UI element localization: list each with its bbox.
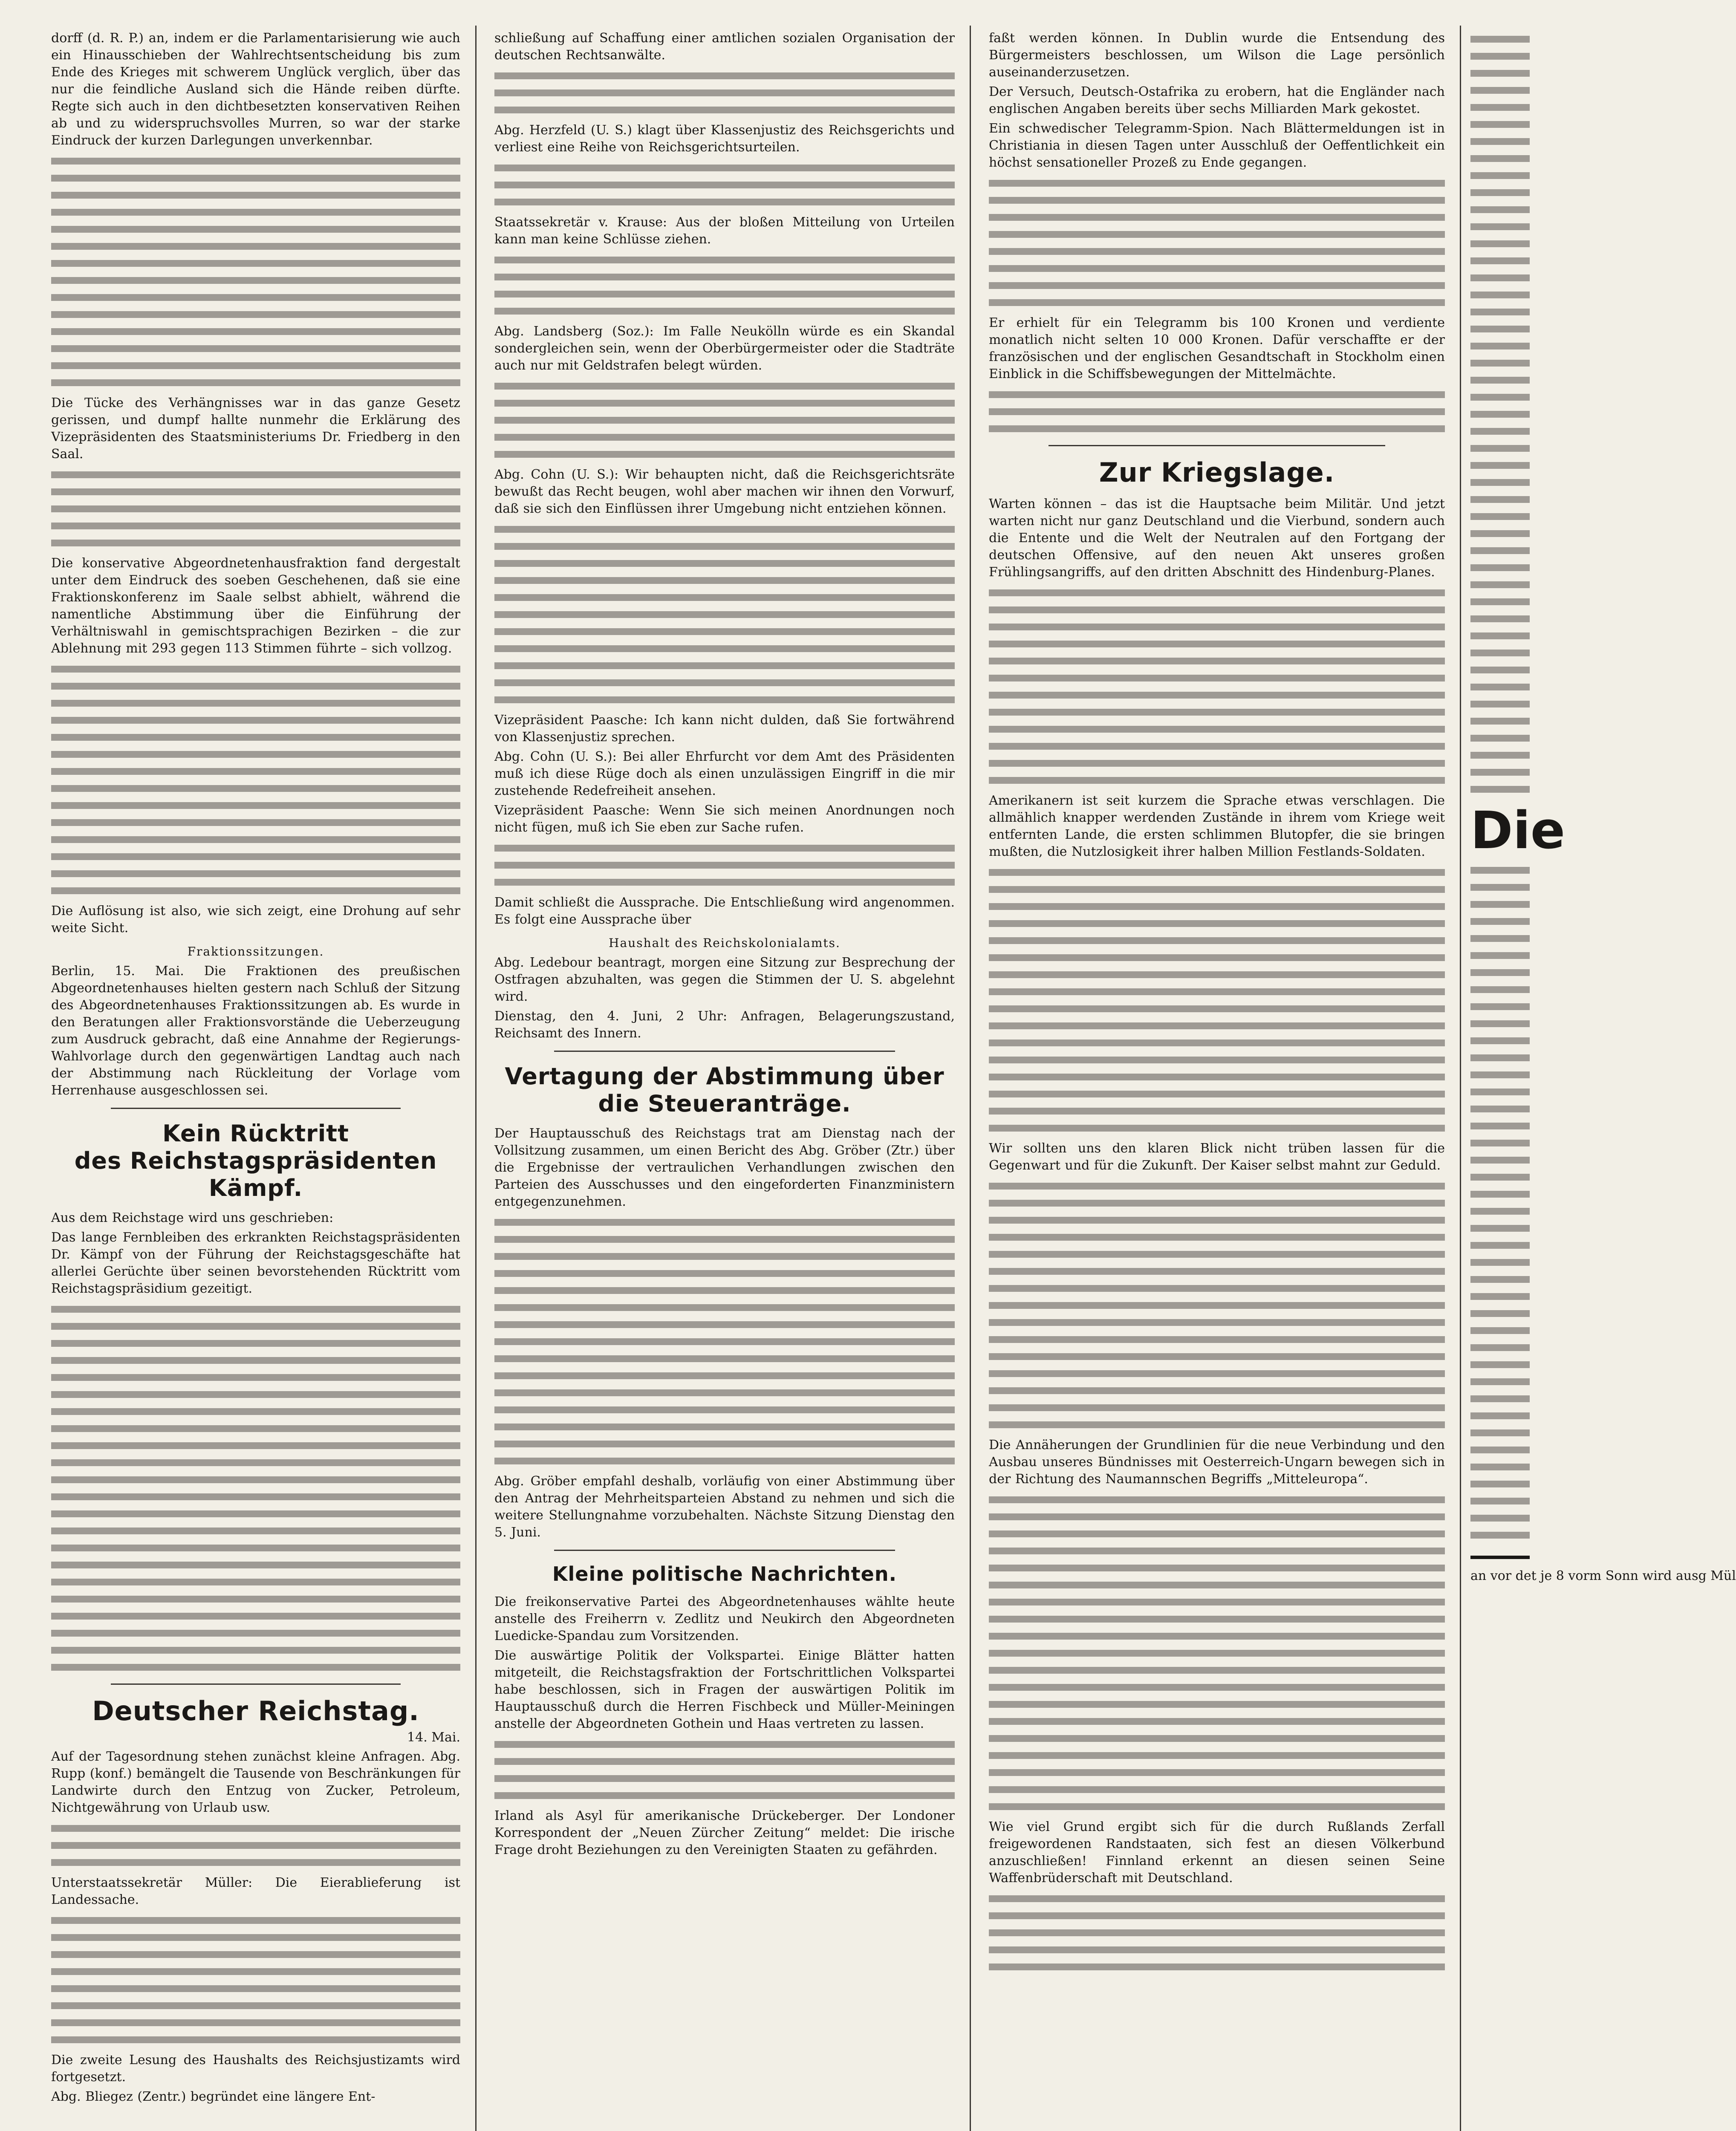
paragraph: Die Annäherungen der Grundlinien für die neue Verbindung und den Ausbau unseres Bündnisses mit Oesterreich-Ungarn bewegen sich in der Richtung des Naumannschen Begriffs „Mitteleuropa“. (989, 1438, 1445, 1487)
headline-line: des Reichstagspräsidenten Kämpf. (74, 1147, 437, 1201)
paragraph: Abg. Landsberg (Soz.): Im Falle Neukölln würde es ein Skandal sondergleichen sein, wenn der Oberbürgermeister oder die Stadträte auch nur mit Geldstrafen belegt würden. (494, 324, 955, 373)
divider (554, 1550, 895, 1551)
text-block (989, 1889, 1445, 1975)
divider (1049, 445, 1385, 446)
text-block (989, 1177, 1445, 1432)
headline: Zur Kriegslage. (1099, 457, 1335, 488)
text-block (989, 583, 1445, 788)
paragraph: Damit schließt die Aussprache. Die Entschließung wird angenommen. Es folgt eine Aussprache über (494, 895, 955, 927)
headline (51, 1120, 460, 1202)
section-subheading: Fraktionssitzungen. (187, 944, 324, 959)
section-subheading: Haushalt des Reichskolonialamts. (609, 936, 841, 950)
paragraph: Berlin, 15. Mai. Die Fraktionen des preußischen Abgeordnetenhauses hielten gestern nach Schluß der Sitzung des Abgeordnetenhauses Fraktionssitzungen ab. Es wurde in den Beratungen aller Fraktionsvorstände die Ueberzeugung zum Ausdruck gebracht, daß eine Annahme der Regierungs-Wahlvorlage durch den gegenwärtigen Landtag auch nach der Abstimmung nach Rückleitung der Vorlage vom Herrenhause ausgeschlossen sei. (51, 964, 460, 1098)
text-block (989, 174, 1445, 310)
paragraph: Ein schwedischer Telegramm-Spion. Nach Blättermeldungen ist in Christiania in diesen Tagen unter Ausschluß der Oeffentlichkeit ein höchst sensationeller Prozeß zu Ende gegangen. (989, 121, 1445, 170)
text-block (494, 66, 955, 118)
paragraph: schließung auf Schaffung einer amtlichen sozialen Organisation der deutschen Rechtsanwälte. (494, 31, 955, 63)
paragraph: Vizepräsident Paasche: Wenn Sie sich meinen Anordnungen noch nicht fügen, muß ich Sie eben zur Sache rufen. (494, 803, 955, 835)
text-block (494, 251, 955, 319)
paragraph: Wir sollten uns den klaren Blick nicht trüben lassen für die Gegenwart und für die Zukunft. Der Kaiser selbst mahnt zur Geduld. (989, 1141, 1445, 1173)
paragraph: Das lange Fernbleiben des erkrankten Reichstagspräsidenten Dr. Kämpf von der Führung der Reichstagsgeschäfte hat allerlei Gerüchte über seinen bevorstehenden Rücktritt vom Reichstagspräsidium gezeitigt. (51, 1230, 460, 1296)
paragraph: Aus dem Reichstage wird uns geschrieben: (51, 1210, 334, 1225)
headline-line: Kein Rücktritt (162, 1120, 349, 1147)
text-block (989, 863, 1445, 1136)
paragraph: Die zweite Lesung des Haushalts des Reichsjustizamts wird fortgesetzt. (51, 2053, 460, 2085)
headline: Kleine politische Nachrichten. (552, 1562, 897, 1585)
paragraph: Unterstaatssekretär Müller: Die Eierablieferung ist Landessache. (51, 1875, 460, 1907)
divider (111, 1108, 401, 1109)
text-block (51, 1819, 460, 1870)
paragraph: Er erhielt für ein Telegramm bis 100 Kronen und verdiente monatlich nicht selten 10 000 Kronen. Dafür verschaffte er der französischen und der englischen Gesandtschaft in Stockholm einen Einblick in die Schiffsbewegungen der Mittelmächte. (989, 315, 1445, 381)
text-block (494, 520, 955, 707)
paragraph: Dienstag, den 4. Juni, 2 Uhr: Anfragen, Belagerungszustand, Reichsamt des Innern. (494, 1009, 955, 1041)
divider (554, 1051, 895, 1052)
divider (111, 1683, 401, 1685)
text-block (51, 1911, 460, 2047)
text-block (494, 159, 955, 210)
paragraph: Abg. Cohn (U. S.): Wir behaupten nicht, daß die Reichsgerichtsräte bewußt das Recht beugen, wohl aber machen wir ihnen den Vorwurf, daß sie sich den Einflüssen ihrer Umgebung nicht entziehen können. (494, 467, 955, 516)
text-block (51, 1300, 460, 1675)
paragraph: Warten können – das ist die Hauptsache beim Militär. Und jetzt warten nicht nur ganz Deutschland und die Vierbund, sondern auch die Entente und die Welt der Neutralen auf den Fortgang der deutschen Offensive, auf den neuen Akt unseres großen Frühlingsangriffs, auf den dritten Abschnitt des Hindenburg-Planes. (989, 497, 1445, 580)
paragraph: Die Tücke des Verhängnisses war in das ganze Gesetz gerissen, und dumpf hallte nunmehr die Erklärung des Vizepräsidenten des Staatsministeriums Dr. Friedberg in den Saal. (51, 396, 460, 462)
paragraph: Der Versuch, Deutsch-Ostafrika zu erobern, hat die Engländer nach englischen Angaben bereits über sechs Milliarden Mark gekostet. (989, 84, 1445, 116)
paragraph: Abg. Ledebour beantragt, morgen eine Sitzung zur Besprechung der Ostfragen abzuhalten, was gegen die Stimmen der U. S. abgelehnt wird. (494, 955, 955, 1004)
headline: Deutscher Reichstag. (92, 1695, 419, 1727)
text-block (989, 1490, 1445, 1814)
paragraph: Amerikanern ist seit kurzem die Sprache etwas verschlagen. Die allmählich knapper werdenden Zustände in ihrem vom Kriege weit entfernten Lande, die ersten schlimmen Blutopfer, die sie bringen mußten, die Nutzlosigkeit ihrer halben Million Festlands-Soldaten. (989, 793, 1445, 859)
text-block (51, 465, 460, 551)
column-4-cropped (1462, 30, 1736, 2131)
paragraph: Abg. Bliegez (Zentr.) begründet eine längere Ent- (51, 2089, 376, 2104)
paragraph: faßt werden können. In Dublin wurde die Entsendung des Bürgermeisters beschlossen, um Wilson die Lage persönlich auseinanderzusetzen. (989, 31, 1445, 80)
paragraph: dorff (d. R. P.) an, indem er die Parlamentarisierung wie auch ein Hinausschieben der Wahlrechtsentscheidung bis zum Ende des Krieges mit schwerem Unglück verglich, über das nur die feindliche Ausland sich die Hände reiben dürfte. Regte sich auch in den dichtbesetzten konservativen Reihen ab und zu widerspruchsvolles Murren, so war der starke Eindruck der kurzen Darlegungen unverkennbar. (51, 31, 460, 148)
paragraph: Auf der Tagesordnung stehen zunächst kleine Anfragen. Abg. Rupp (konf.) bemängelt die Tausende von Beschränkungen für Landwirte durch den Entzug von Zucker, Petroleum, Nichtgewährung von Urlaub usw. (51, 1749, 460, 1815)
paragraph: Abg. Herzfeld (U. S.) klagt über Klassenjustiz des Reichsgerichts und verliest eine Reihe von Reichsgerichtsurteilen. (494, 123, 955, 155)
paragraph: Irland als Asyl für amerikanische Drückeberger. Der Londoner Korrespondent der „Neuen Zürcher Zeitung“ meldet: Die irische Frage droht Beziehungen zu den Vereinigten Staaten zu gefährden. (494, 1808, 955, 1857)
paragraph: Abg. Gröber empfahl deshalb, vorläufig von einer Abstimmung über den Antrag der Mehrheitsparteien Abstand zu nehmen und sich die weitere Stellungnahme vorzubehalten. Nächste Sitzung Dienstag den 5. Juni. (494, 1474, 955, 1540)
dateline: 14. Mai. (407, 1730, 460, 1745)
paragraph: Die freikonservative Partei des Abgeordnetenhauses wählte heute anstelle des Freiherrn v. Zedlitz und Neukirch den Abgeordneten Luedicke-Spandau zum Vorsitzenden. (494, 1594, 955, 1643)
text-block (51, 152, 460, 390)
paragraph: Abg. Cohn (U. S.): Bei aller Ehrfurcht vor dem Amt des Präsidenten muß ich diese Rüge doch als einen unzulässigen Eingriff in die mir zustehende Redefreiheit ansehen. (494, 749, 955, 798)
column-1 (34, 30, 477, 2131)
headline: Vertagung der Abstimmung über die Steueranträge. (505, 1063, 945, 1117)
text-fragment: an vor det je 8 vorm Sonn wird ausg Mül (1470, 1568, 1736, 1583)
paragraph: Staatssekretär v. Krause: Aus der bloßen Mitteilung von Urteilen kann man keine Schlüsse ziehen. (494, 215, 955, 247)
text-block (494, 1213, 955, 1469)
text-block (989, 385, 1445, 436)
text-block (51, 660, 460, 898)
headline-fragment: Die (1470, 801, 1566, 860)
text-block (1470, 30, 1530, 797)
text-block (1470, 861, 1530, 1543)
text-block (494, 839, 955, 890)
text-block (494, 1735, 955, 1803)
column-2 (477, 30, 972, 2131)
paragraph: Vizepräsident Paasche: Ich kann nicht dulden, daß Sie fortwährend von Klassenjustiz sprechen. (494, 713, 955, 745)
text-block (494, 377, 955, 462)
paragraph: Die konservative Abgeordnetenhausfraktion fand dergestalt unter dem Eindruck des soeben Geschehenen, daß sie eine Fraktionskonferenz im Saale selbst abhielt, während die namentliche Abstimmung über die Einführung der Verhältniswahl in gemischtsprachigen Bezirken – die zur Ablehnung mit 293 gegen 113 Stimmen führte – sich vollzog. (51, 556, 460, 656)
advertisement-fragment (1470, 1556, 1736, 1585)
paragraph: Die Auflösung ist also, wie sich zeigt, eine Drohung auf sehr weite Sicht. (51, 904, 460, 936)
paragraph: Die auswärtige Politik der Volkspartei. Einige Blätter hatten mitgeteilt, die Reichstagsfraktion der Fortschrittlichen Volkspartei habe beschlossen, sich in Fragen der auswärtigen Politik im Hauptausschuß durch die Herren Fischbeck und Müller-Meiningen anstelle der Abgeordneten Gothein und Haas vertreten zu lassen. (494, 1648, 955, 1731)
column-3 (972, 30, 1462, 2131)
paragraph: Der Hauptausschuß des Reichstags trat am Dienstag nach der Vollsitzung zusammen, um einen Bericht des Abg. Gröber (Ztr.) über die Ergebnisse der vertraulichen Verhandlungen zwischen den Parteien des Ausschusses und den eingeforderten Finanzministern entgegenzunehmen. (494, 1126, 955, 1209)
paragraph: Wie viel Grund ergibt sich für die durch Rußlands Zerfall freigewordenen Randstaaten, sich fest an diesen Völkerbund anzuschließen! Finnland erkennt an diesen seinen Seine Waffenbrüderschaft mit Deutschland. (989, 1819, 1445, 1886)
